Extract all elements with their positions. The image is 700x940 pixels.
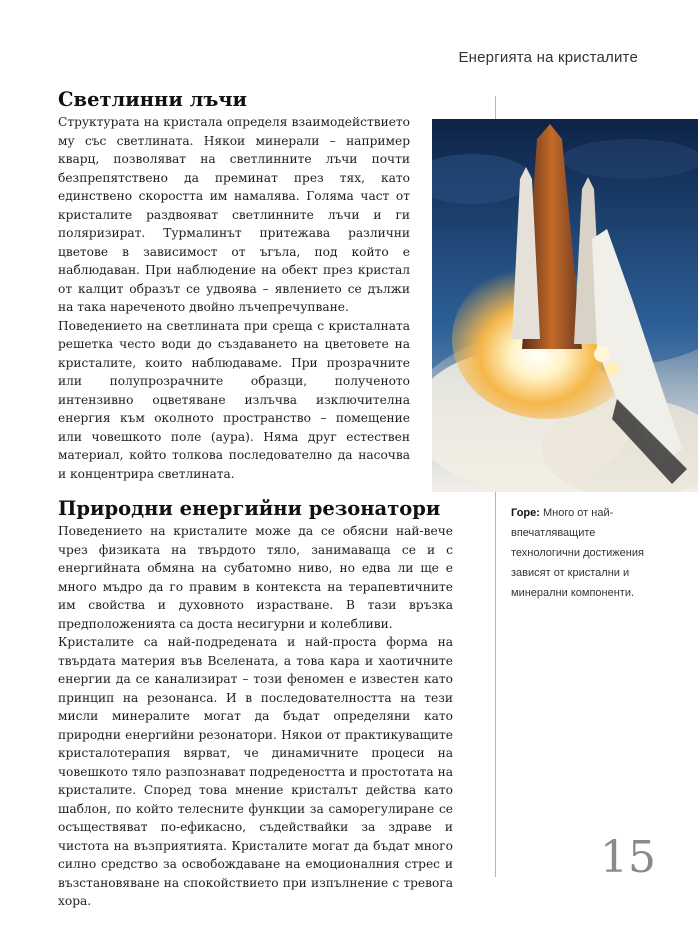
rocket-launch-illustration xyxy=(432,119,698,492)
photo-caption xyxy=(511,503,661,603)
caption-label: Горе: xyxy=(511,507,540,519)
running-title: Енергията на кристалите xyxy=(458,49,638,66)
section-light-rays xyxy=(58,87,410,483)
section-energy-resonators xyxy=(58,496,453,911)
paragraph: Поведението на кристалите може да се обясни най-вече чрез физиката на твърдото тяло, занимаваща се и с енергийната обмяна на субатомно ниво, но едва ли ще е много мъдро да го правим в контекста на терапевтичните им свойства и духовното израстване. В тази връзка предположенията са доста несигурни и колебливи. xyxy=(58,524,453,631)
paragraph: Кристалите са най-подредената и най-проста форма на твърдата материя във Вселената, а това кара и хаотичните енергии да се канализират – този феномен е известен като принцип на резонанса. И в последователността на тези мисли минералите могат да бъдат определяни като природни енергийни резонатори. Някои от практикуващите кристалотерапия вярват, че динамичните процеси на човешкото тяло разпознават подредеността и простотата на кристалите. Според това мнение кристалът действа като шаблон, по който телесните функции за саморегулиране се осъществяват по-ефикасно, съдействайки за здраве и чистота на възприятията. Кристалите могат да бъдат много силно средство за освобождаване на емоционалния стрес и възстановяване на спокойствието при изпълнение с тревога хора. xyxy=(58,635,453,908)
page-number: 15 xyxy=(600,832,656,883)
paragraph: Поведението на светлината при среща с кристалната решетка често води до създаването на цветовете на кристалите, които наблюдаваме. При прозрачните или полупрозрачните образци, полученото интензивно оцветяване излъчва изключителна енергия към околното пространство – помещение или човешкото поле (аура). Няма друг естествен материал, който толкова последователно да насочва и концентрира светлината. xyxy=(58,318,410,481)
rocket-launch-photo xyxy=(432,119,698,492)
paragraph: Структурата на кристала определя взаимодействието му със светлината. Някои минерали – например кварц, позволяват на светлинните лъчи почти безпрепятствено да преминат през тях, като единствено скоростта им намалява. Голяма част от кристалите раздвояват светлинните лъчи и ги поляризират. Турмалинът притежава различни цветове в зависимост от ъгъла, под който е наблюдаван. При наблюдение на обект през кристал от калцит образът се удвоява – явлението се дължи на така нареченото двойно лъчепречупване. xyxy=(58,115,410,314)
caption-text: Много от най-впечатляващите технологични достижения зависят от кристални и минерални компоненти. xyxy=(511,507,644,599)
section-heading: Природни енергийни резонатори xyxy=(58,497,441,520)
section-heading: Светлинни лъчи xyxy=(58,88,248,111)
